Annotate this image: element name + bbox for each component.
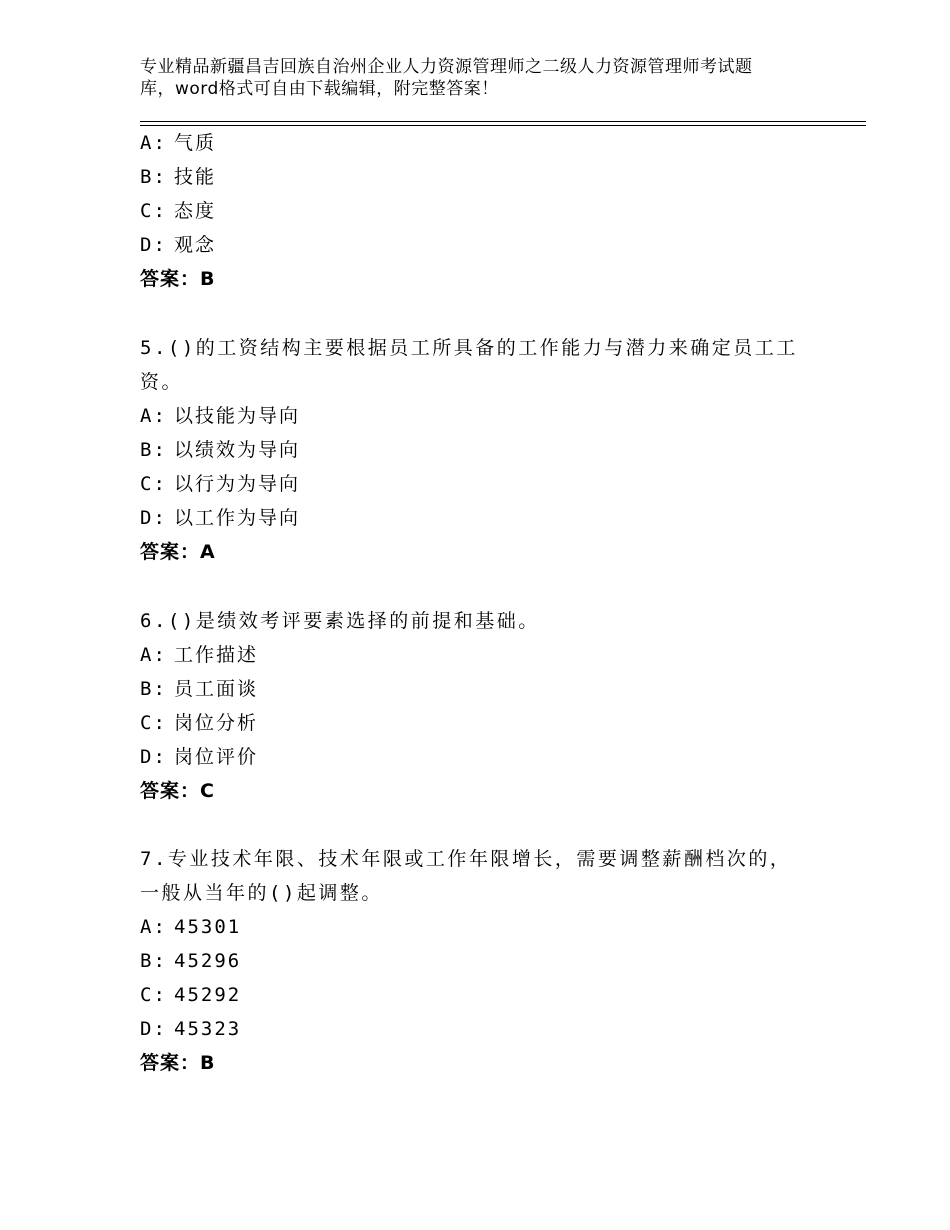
option-text: 技能: [174, 166, 217, 188]
option-letter: C:: [140, 984, 167, 1006]
option-text: 观念: [174, 234, 217, 256]
option-letter: D:: [140, 746, 167, 768]
option-b: [140, 433, 820, 467]
option-c: [140, 706, 820, 740]
option-b: [140, 944, 820, 978]
option-text: 岗位分析: [174, 712, 259, 734]
header-divider-top: [140, 121, 866, 122]
option-d: [140, 1012, 820, 1046]
question-stem: [140, 842, 810, 910]
option-b: [140, 672, 820, 706]
option-letter: B:: [140, 678, 167, 700]
option-letter: A:: [140, 405, 167, 427]
option-text: 45296: [174, 950, 242, 972]
document-header: [140, 56, 820, 100]
option-text: 以绩效为导向: [174, 439, 301, 461]
option-text: 员工面谈: [174, 678, 259, 700]
option-letter: A:: [140, 916, 167, 938]
option-letter: C:: [140, 473, 167, 495]
question-6: [140, 604, 820, 808]
option-text: 态度: [174, 200, 217, 222]
question-stem-line-2: 资。: [140, 371, 184, 393]
header-title-line-2: 库，word格式可自由下载编辑，附完整答案！: [140, 79, 499, 99]
option-a: [140, 126, 820, 160]
option-letter: A:: [140, 132, 167, 154]
option-letter: D:: [140, 234, 167, 256]
question-stem: [140, 331, 810, 399]
option-letter: C:: [140, 200, 167, 222]
question-5: [140, 331, 820, 569]
option-text: 气质: [174, 132, 217, 154]
option-text: 以工作为导向: [174, 507, 301, 529]
option-a: [140, 638, 820, 672]
option-text: 45323: [174, 1018, 242, 1040]
option-a: [140, 399, 820, 433]
option-letter: B:: [140, 439, 167, 461]
answer-label: 答案：C: [140, 780, 215, 802]
option-text: 以行为为导向: [174, 473, 301, 495]
answer-label: 答案：B: [140, 268, 216, 290]
option-letter: D:: [140, 507, 167, 529]
option-d: [140, 740, 820, 774]
option-text: 45292: [174, 984, 242, 1006]
option-d: [140, 501, 820, 535]
answer-label: 答案：B: [140, 1052, 216, 1074]
question-stem-line-2: 一般从当年的()起调整。: [140, 882, 383, 904]
option-b: [140, 160, 820, 194]
question-stem-line-1: 5.()的工资结构主要根据员工所具备的工作能力与潜力来确定员工工: [140, 337, 798, 359]
answer-label: 答案：A: [140, 541, 216, 563]
question-stem-line-1: 6.()是绩效考评要素选择的前提和基础。: [140, 610, 540, 632]
option-text: 45301: [174, 916, 242, 938]
question-stem: [140, 604, 810, 638]
question-stem-line-1: 7.专业技术年限、技术年限或工作年限增长，需要调整薪酬档次的，: [140, 848, 792, 870]
option-letter: B:: [140, 166, 167, 188]
option-letter: D:: [140, 1018, 167, 1040]
option-c: [140, 467, 820, 501]
question-4: [140, 126, 820, 296]
option-text: 以技能为导向: [174, 405, 301, 427]
option-letter: C:: [140, 712, 167, 734]
option-text: 岗位评价: [174, 746, 259, 768]
option-letter: B:: [140, 950, 167, 972]
option-letter: A:: [140, 644, 167, 666]
option-c: [140, 194, 820, 228]
option-text: 工作描述: [174, 644, 259, 666]
option-c: [140, 978, 820, 1012]
option-d: [140, 228, 820, 262]
question-7: [140, 842, 820, 1080]
header-title-line-1: 专业精品新疆昌吉回族自治州企业人力资源管理师之二级人力资源管理师考试题: [140, 57, 753, 77]
option-a: [140, 910, 820, 944]
